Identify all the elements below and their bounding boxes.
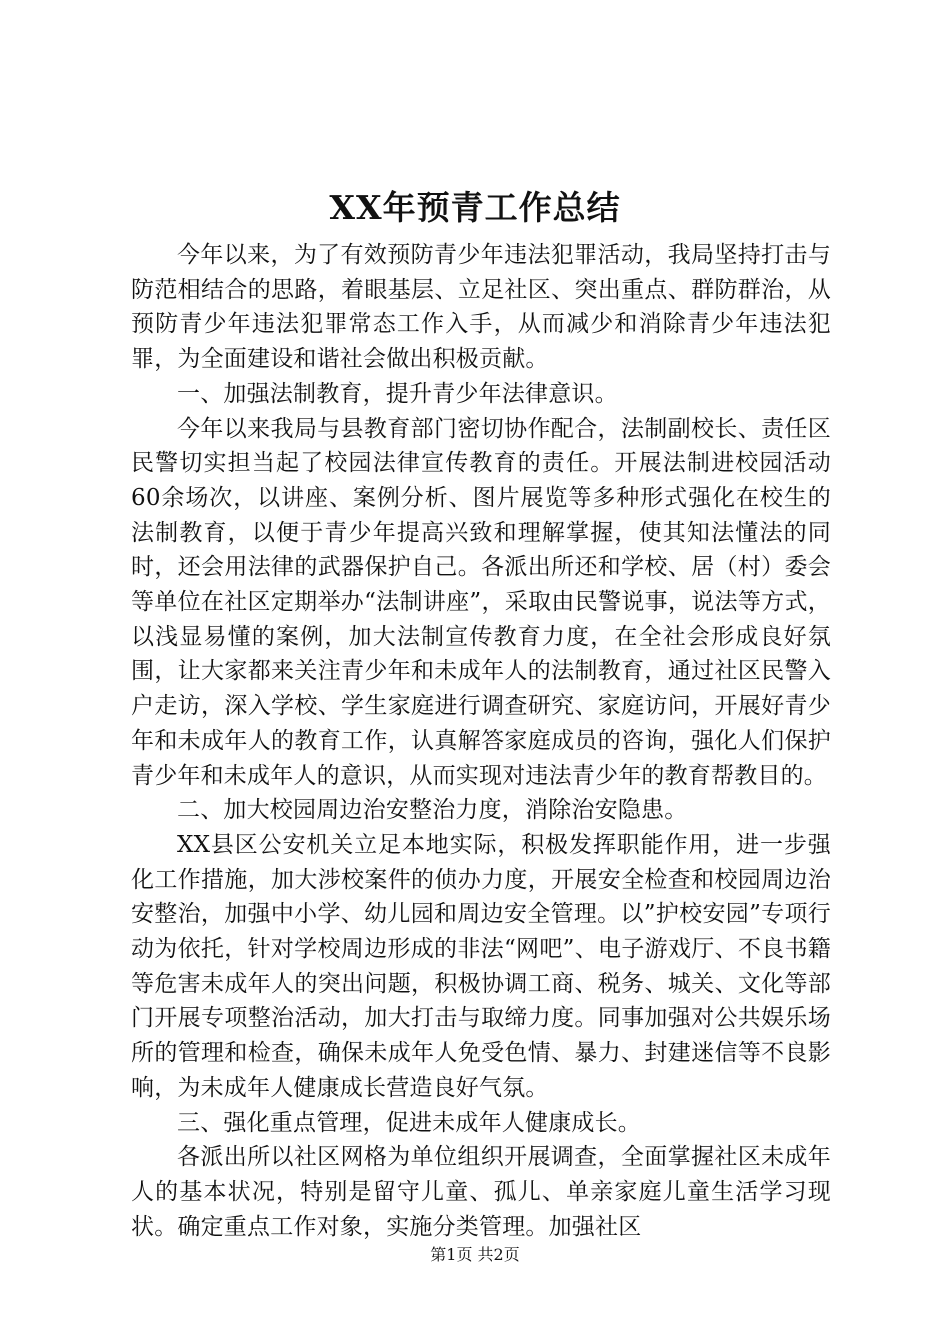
paragraph-section-2: XX县区公安机关立足本地实际，积极发挥职能作用，进一步强化工作措施，加大涉校案件的侦办力度，开展安全检查和校园周边治安整治，加强中小学、幼儿园和周边安全管理。以”护校安园”专项行动为依托，针对学校周边形成的非法“网吧”、电子游戏厅、不良书籍等危害未成年人的突出问题，积极协调工商、税务、城关、文化等部门开展专项整治活动，加大打击与取缔力度。同事加强对公共娱乐场所的管理和检查，确保未成年人免受色情、暴力、封建迷信等不良影响，为未成年人健康成长营造良好气氛。 [131,831,831,1101]
section-heading-2: 二、加大校园周边治安整治力度，消除治安隐患。 [177,797,688,824]
section-heading-1: 一、加强法制教育，提升青少年法律意识。 [177,380,618,407]
page-number-footer: 第1页 共2页 [430,1245,520,1264]
document-body [131,238,831,1244]
paragraph-intro: 今年以来，为了有效预防青少年违法犯罪活动，我局坚持打击与防范相结合的思路，着眼基层、立足社区、突出重点、群防群治，从预防青少年违法犯罪常态工作入手，从而减少和消除青少年违法犯罪，为全面建设和谐社会做出积极贡献。 [131,242,831,373]
document-title: XX年预青工作总结 [329,188,621,227]
section-heading-3: 三、强化重点管理，促进未成年人健康成长。 [177,1109,641,1136]
paragraph-section-1: 今年以来我局与县教育部门密切协作配合，法制副校长、责任区民警切实担当起了校园法律宣传教育的责任。开展法制进校园活动60余场次，以讲座、案例分析、图片展览等多种形式强化在校生的法制教育，以便于青少年提高兴致和理解掌握，使其知法懂法的同时，还会用法律的武器保护自己。各派出所还和学校、居（村）委会等单位在社区定期举办“法制讲座”，采取由民警说事，说法等方式，以浅显易懂的案例，加大法制宣传教育力度，在全社会形成良好氛围，让大家都来关注青少年和未成年人的法制教育，通过社区民警入户走访，深入学校、学生家庭进行调查研究、家庭访问，开展好青少年和未成年人的教育工作，认真解答家庭成员的咨询，强化人们保护青少年和未成年人的意识，从而实现对违法青少年的教育帮教目的。 [131,415,831,789]
paragraph-section-3: 各派出所以社区网格为单位组织开展调查，全面掌握社区未成年人的基本状况，特别是留守儿童、孤儿、单亲家庭儿童生活学习现状。确定重点工作对象，实施分类管理。加强社区 [131,1144,831,1240]
